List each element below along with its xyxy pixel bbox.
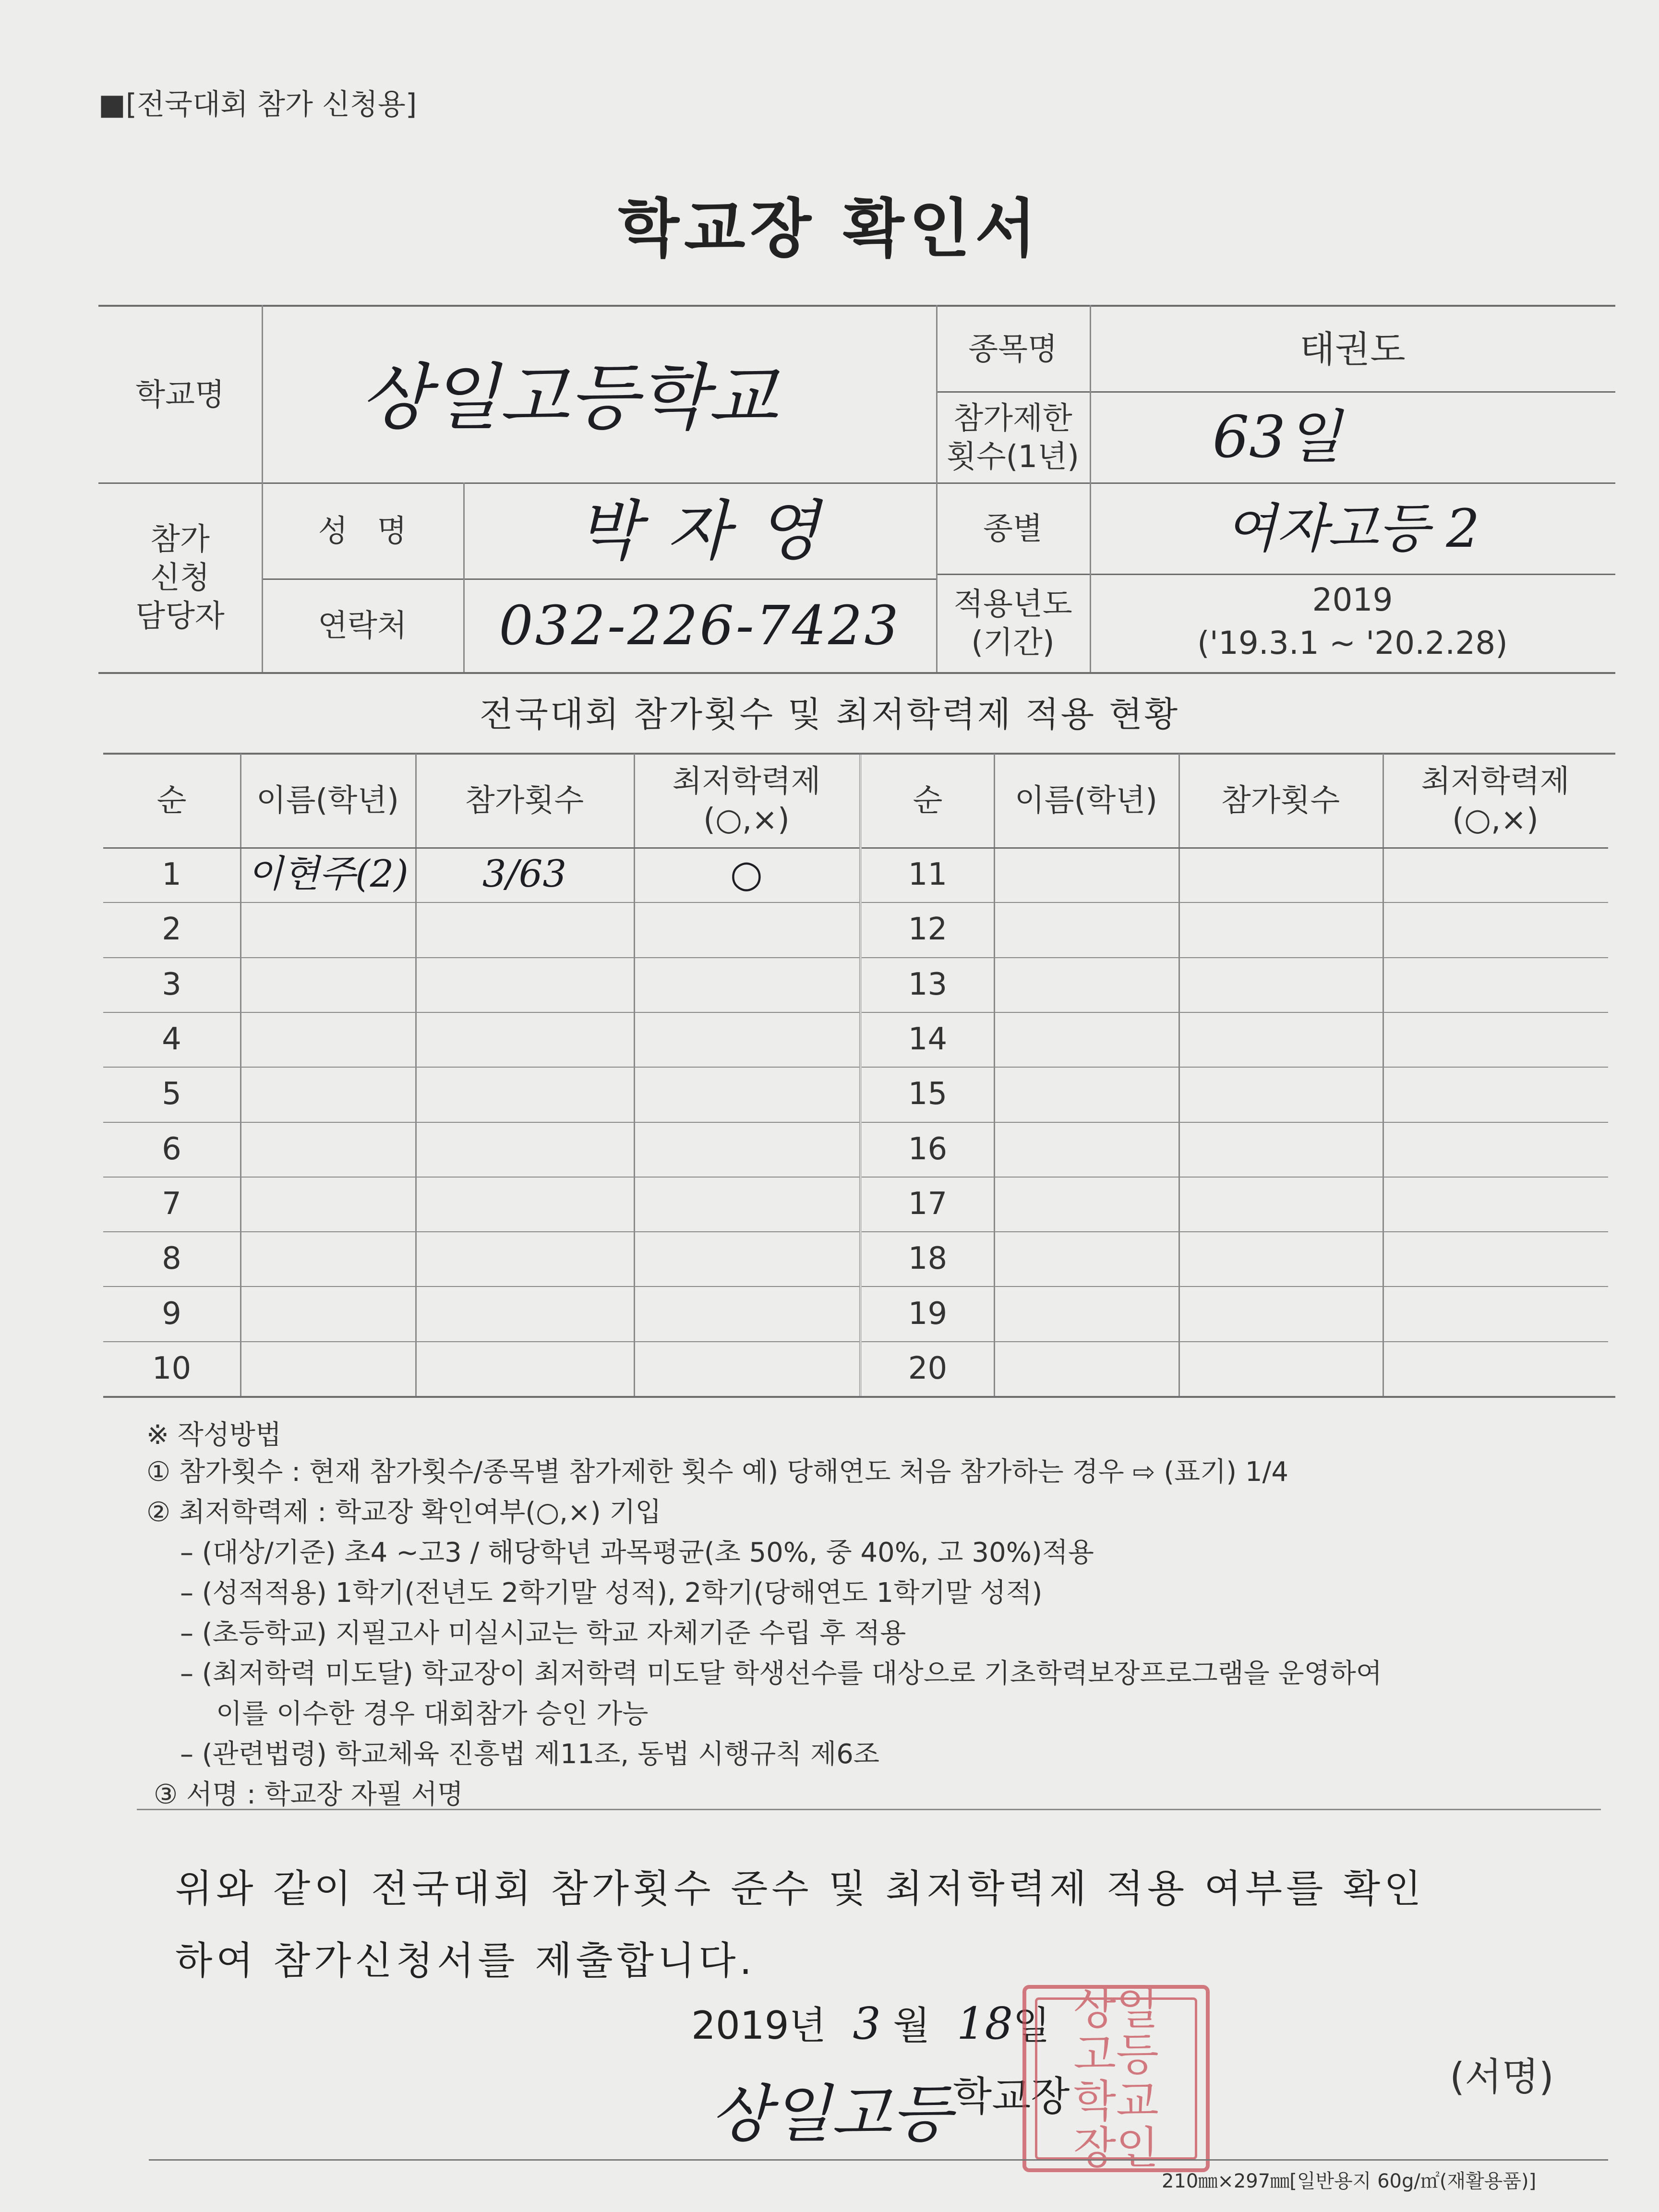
left-row-count bbox=[415, 1067, 634, 1121]
event-label: 종목명 bbox=[968, 331, 1058, 367]
year-value: 2019 bbox=[1312, 581, 1393, 618]
date-line bbox=[691, 1995, 1050, 2050]
right-row-number: 17 bbox=[908, 1186, 948, 1222]
date-month-value: 3 bbox=[853, 1998, 881, 2049]
right-row-name-grade bbox=[994, 847, 1178, 902]
right-row-count bbox=[1178, 1286, 1382, 1341]
right-header-no: 순 bbox=[913, 782, 943, 818]
note-sub-unmet: – (최저학력 미도달) 학교장이 최저학력 미도달 학생선수를 대상으로 기초학력보장프로그램을 운영하여 bbox=[180, 1658, 1382, 1689]
left-row-count bbox=[415, 1231, 634, 1286]
division-value: 여자고등 2 bbox=[1225, 497, 1480, 559]
note-item-1: ① 참가횟수 : 현재 참가횟수/종목별 참가제한 횟수 예) 당해연도 처음 참가하는 경우 ⇨ (표기) 1/4 bbox=[146, 1456, 1289, 1488]
right-row-count bbox=[1178, 847, 1382, 902]
note-sub-law: – (관련법령) 학교체육 진흥법 제11조, 동법 시행규칙 제6조 bbox=[180, 1739, 880, 1770]
right-row-min-standard bbox=[1382, 957, 1608, 1012]
right-row-name-grade bbox=[994, 902, 1178, 957]
left-row-min-standard bbox=[634, 1177, 859, 1231]
period-value: ('19.3.1 ~ '20.2.28) bbox=[1197, 624, 1508, 661]
left-row-min-standard bbox=[634, 1067, 859, 1121]
notes-heading: ※ 작성방법 bbox=[146, 1419, 282, 1451]
left-row-name-grade bbox=[240, 1177, 415, 1231]
right-row-min-standard bbox=[1382, 902, 1608, 957]
date-year: 2019년 bbox=[691, 2003, 826, 2048]
form-tag: ■[전국대회 참가 신청용] bbox=[98, 88, 417, 121]
note-sub-unmet-cont: 이를 이수한 경우 대회참가 승인 가능 bbox=[216, 1698, 649, 1730]
left-row-min-standard bbox=[634, 1341, 859, 1396]
right-row-min-standard bbox=[1382, 1177, 1608, 1231]
left-row-count bbox=[415, 1012, 634, 1067]
principal-title: 학교장 bbox=[953, 2073, 1070, 2120]
right-row-number: 18 bbox=[908, 1241, 948, 1277]
left-row-number: 5 bbox=[162, 1076, 181, 1112]
left-row-min-standard bbox=[634, 1231, 859, 1286]
school-name-value: 상일고등학교 bbox=[360, 356, 778, 440]
seal-inner bbox=[1035, 1983, 1197, 2174]
right-row-count bbox=[1178, 957, 1382, 1012]
division-label: 종별 bbox=[983, 511, 1043, 547]
right-row-min-standard bbox=[1382, 1341, 1608, 1396]
right-row-number: 20 bbox=[908, 1350, 948, 1386]
left-row-name-grade bbox=[240, 1012, 415, 1067]
left-row-name-grade bbox=[240, 1286, 415, 1341]
right-row-name-grade bbox=[994, 1177, 1178, 1231]
right-row-count bbox=[1178, 1231, 1382, 1286]
left-row-min-standard bbox=[634, 902, 859, 957]
right-row-number: 11 bbox=[908, 857, 948, 893]
left-row-name-grade bbox=[240, 1231, 415, 1286]
note-sub-elementary: – (초등학교) 지필고사 미실시교는 학교 자체기준 수립 후 적용 bbox=[180, 1618, 906, 1649]
event-value: 태권도 bbox=[1299, 328, 1406, 371]
left-header-no: 순 bbox=[156, 782, 187, 818]
right-row-min-standard bbox=[1382, 1067, 1608, 1121]
left-row-min-standard bbox=[634, 1122, 859, 1177]
left-row-count bbox=[415, 1341, 634, 1396]
paper-spec-footer: 210㎜×297㎜[일반용지 60g/㎡(재활용품)] bbox=[1162, 2170, 1537, 2192]
contact-value: 032-226-7423 bbox=[499, 595, 901, 657]
document-title: 학교장 확인서 bbox=[618, 192, 1041, 266]
signature-label: (서명) bbox=[1450, 2055, 1554, 2099]
left-row-count bbox=[415, 1177, 634, 1231]
right-row-number: 13 bbox=[908, 966, 948, 1002]
name-label: 성 명 bbox=[318, 513, 407, 549]
right-row-count bbox=[1178, 1122, 1382, 1177]
right-row-name-grade bbox=[994, 1286, 1178, 1341]
right-row-min-standard bbox=[1382, 1012, 1608, 1067]
school-seal bbox=[1022, 1985, 1210, 2172]
left-row-number: 3 bbox=[162, 966, 181, 1002]
right-row-name-grade bbox=[994, 1341, 1178, 1396]
date-day-label: 일 bbox=[1013, 2003, 1050, 2048]
right-header-count: 참가횟수 bbox=[1221, 782, 1340, 818]
left-row-count bbox=[415, 902, 634, 957]
date-day-value: 18 bbox=[957, 1998, 1013, 2049]
left-row-count bbox=[415, 1122, 634, 1177]
right-row-count bbox=[1178, 1067, 1382, 1121]
right-row-name-grade bbox=[994, 957, 1178, 1012]
left-row-min-standard: ○ bbox=[730, 853, 763, 896]
note-item-3: ③ 서명 : 학교장 자필 서명 bbox=[154, 1779, 463, 1810]
left-row-name-grade bbox=[240, 1067, 415, 1121]
note-sub-target: – (대상/기준) 초4 ~고3 / 해당학년 과목평균(초 50%, 중 40%, 고 30%)적용 bbox=[180, 1537, 1094, 1568]
statement-line-2: 하여 참가신청서를 제출합니다. bbox=[175, 1938, 756, 1983]
left-row-name-grade: 이현주(2) bbox=[247, 853, 409, 896]
left-header-name-grade: 이름(학년) bbox=[256, 782, 399, 818]
left-row-min-standard bbox=[634, 1012, 859, 1067]
applicant-label: 참가 신청 담당자 bbox=[135, 522, 225, 634]
right-row-name-grade bbox=[994, 1012, 1178, 1067]
left-header-count: 참가횟수 bbox=[465, 782, 584, 818]
left-row-min-standard bbox=[634, 957, 859, 1012]
note-item-2: ② 최저학력제 : 학교장 확인여부(○,×) 기입 bbox=[146, 1497, 661, 1528]
date-month-label: 월 bbox=[893, 2003, 930, 2048]
school-name-label: 학교명 bbox=[135, 377, 225, 413]
right-row-count bbox=[1178, 1012, 1382, 1067]
right-row-min-standard bbox=[1382, 847, 1608, 902]
right-row-number: 12 bbox=[908, 912, 948, 948]
note-sub-grades: – (성적적용) 1학기(전년도 2학기말 성적), 2학기(당해연도 1학기말 성적) bbox=[180, 1577, 1043, 1609]
name-value: 박 자 영 bbox=[577, 493, 822, 569]
statement-line-1: 위와 같이 전국대회 참가횟수 준수 및 최저학력제 적용 여부를 확인 bbox=[175, 1866, 1425, 1911]
left-row-count bbox=[415, 957, 634, 1012]
left-row-number: 2 bbox=[162, 912, 181, 948]
year-label: 적용년도 (기간) bbox=[953, 587, 1072, 661]
right-row-name-grade bbox=[994, 1231, 1178, 1286]
right-row-count bbox=[1178, 1341, 1382, 1396]
left-row-min-standard bbox=[634, 1286, 859, 1341]
seal-text: 상일고등학교장인 bbox=[1073, 1983, 1159, 2174]
limit-label: 참가제한 횟수(1년) bbox=[946, 400, 1080, 475]
right-header-name-grade: 이름(학년) bbox=[1014, 782, 1158, 818]
left-row-count bbox=[415, 1286, 634, 1341]
left-header-min-standard: 최저학력제 (○,×) bbox=[672, 763, 821, 838]
left-row-number: 1 bbox=[162, 857, 181, 893]
right-row-number: 15 bbox=[908, 1076, 948, 1112]
right-row-number: 16 bbox=[908, 1131, 948, 1167]
left-row-number: 7 bbox=[162, 1186, 181, 1222]
left-row-name-grade bbox=[240, 1122, 415, 1177]
left-row-number: 8 bbox=[162, 1241, 181, 1277]
left-row-number: 9 bbox=[162, 1296, 181, 1332]
right-row-min-standard bbox=[1382, 1122, 1608, 1177]
right-row-number: 19 bbox=[908, 1296, 948, 1332]
left-row-number: 4 bbox=[162, 1022, 181, 1058]
principal-school-handwritten: 상일고등 bbox=[710, 2078, 952, 2151]
right-row-number: 14 bbox=[908, 1022, 948, 1058]
status-title: 전국대회 참가횟수 및 최저학력제 적용 현황 bbox=[479, 694, 1180, 734]
right-row-count bbox=[1178, 1177, 1382, 1231]
right-row-min-standard bbox=[1382, 1286, 1608, 1341]
right-row-min-standard bbox=[1382, 1231, 1608, 1286]
contact-label: 연락처 bbox=[318, 608, 407, 644]
left-row-number: 10 bbox=[152, 1350, 192, 1386]
right-row-count bbox=[1178, 902, 1382, 957]
left-row-name-grade bbox=[240, 1341, 415, 1396]
left-row-name-grade bbox=[240, 902, 415, 957]
right-row-name-grade bbox=[994, 1067, 1178, 1121]
right-header-min-standard: 최저학력제 (○,×) bbox=[1421, 763, 1570, 838]
left-row-name-grade bbox=[240, 957, 415, 1012]
left-row-count: 3/63 bbox=[482, 853, 567, 896]
left-row-number: 6 bbox=[162, 1131, 181, 1167]
limit-value: 63일 bbox=[1212, 404, 1342, 471]
right-row-name-grade bbox=[994, 1122, 1178, 1177]
